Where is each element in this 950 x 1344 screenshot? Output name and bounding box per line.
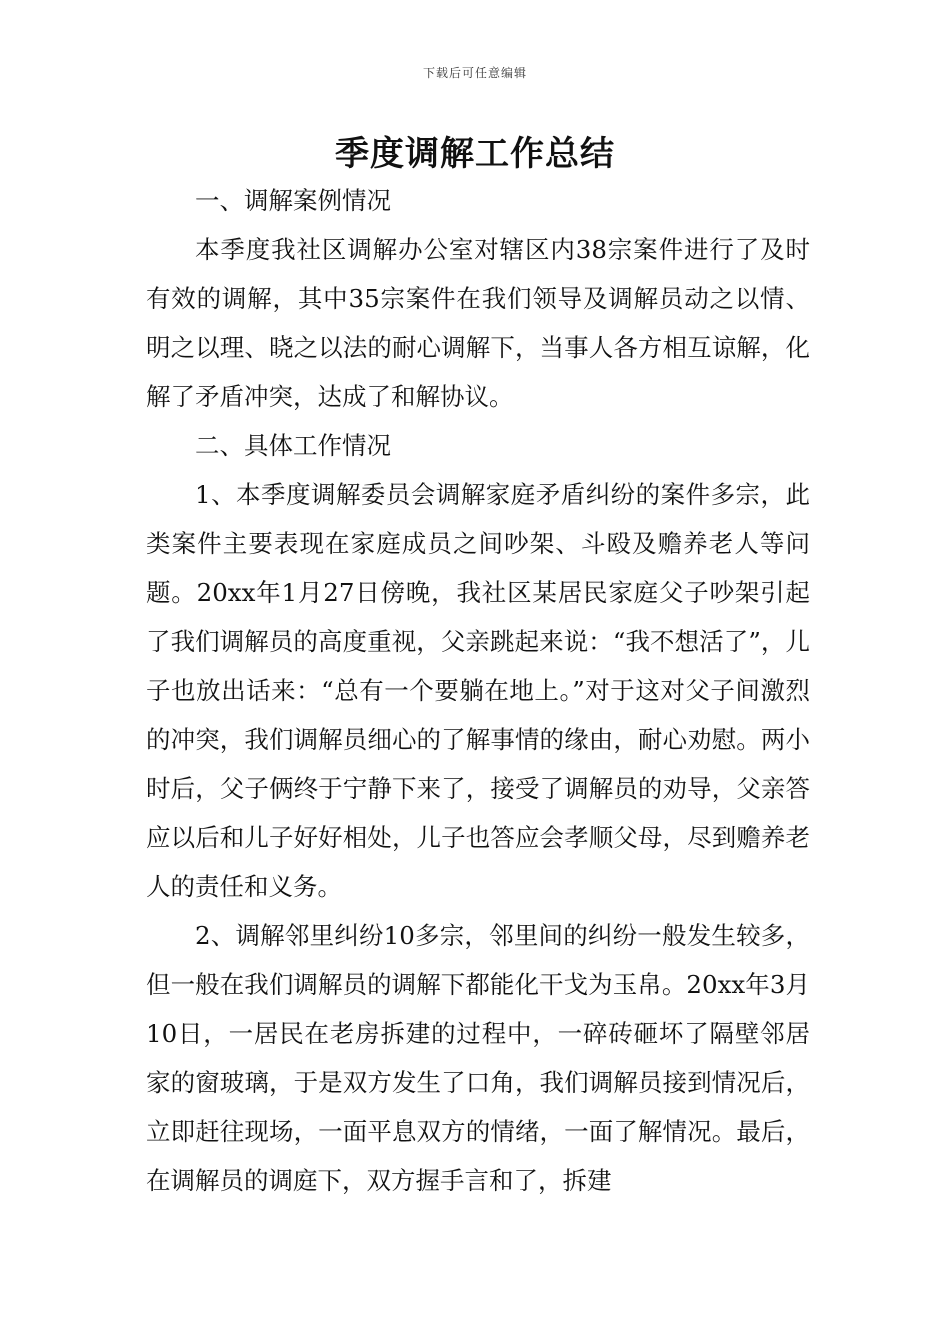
paragraph-family-disputes: 1、本季度调解委员会调解家庭矛盾纠纷的案件多宗，此类案件主要表现在家庭成员之间吵架、斗殴及赡养老人等问题。20xx年1月27日傍晚，我社区某居民家庭父子吵架引起了我们调解员的高度重视，父亲跳起来说：“我不想活了”，儿子也放出话来：“总有一个要躺在地上。”对于这对父子间激烈的冲突，我们调解员细心的了解事情的缘由，耐心劝慰。两小时后，父子俩终于宁静下来了，接受了调解员的劝导，父亲答应以后和儿子好好相处，儿子也答应会孝顺父母，尽到赡养老人的责任和义务。 — [146, 480, 810, 901]
section-heading-cases: 一、调解案例情况 — [195, 186, 391, 215]
document-title: 季度调解工作总结 — [335, 134, 615, 174]
section-heading-work: 二、具体工作情况 — [195, 431, 391, 460]
document-body — [146, 176, 810, 1205]
page-header-note: 下载后可任意编辑 — [422, 66, 527, 80]
paragraph-case-summary: 本季度我社区调解办公室对辖区内38宗案件进行了及时有效的调解，其中35宗案件在我们领导及调解员动之以情、明之以理、晓之以法的耐心调解下，当事人各方相互谅解，化解了矛盾冲突，达成了和解协议。 — [146, 235, 810, 411]
paragraph-neighbor-disputes: 2、调解邻里纠纷10多宗，邻里间的纠纷一般发生较多，但一般在我们调解员的调解下都能化干戈为玉帛。20xx年3月10日，一居民在老房拆建的过程中，一碎砖砸坏了隔壁邻居家的窗玻璃，于是双方发生了口角，我们调解员接到情况后，立即赶往现场，一面平息双方的情绪，一面了解情况。最后，在调解员的调庭下，双方握手言和了，拆建 — [146, 921, 810, 1195]
